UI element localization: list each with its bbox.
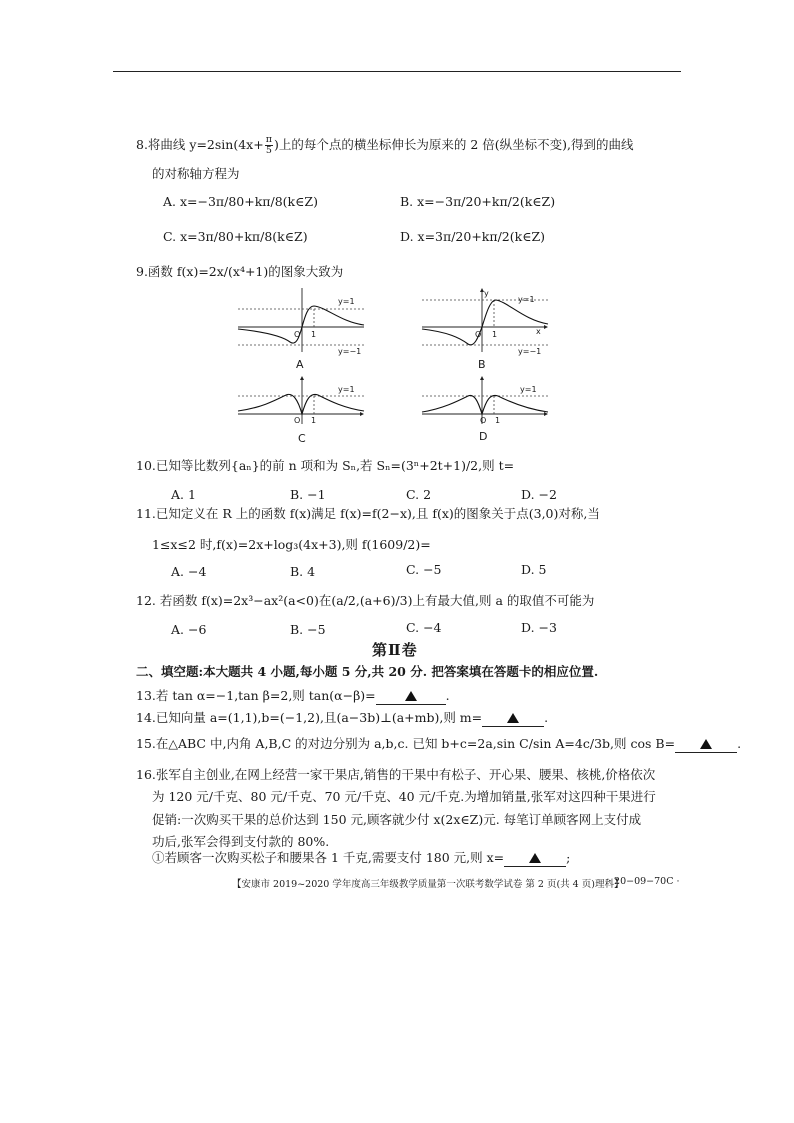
graph-b-y1-label: y=1 [518,295,535,304]
footer-right: · 20−09−70C · [608,876,680,887]
graph-a-ym1-label: y=−1 [338,347,362,356]
q14 [136,710,548,727]
q8-option-b: B. x=−3π/20+kπ/2(k∈Z) [400,194,556,209]
q12-option-d: D. −3 [521,620,557,635]
q14-answer-blank[interactable] [482,710,544,727]
q13-answer-blank[interactable] [376,688,446,705]
graph-c-label: C [298,432,306,445]
graph-b-ym1-label: y=−1 [518,347,542,356]
q9-stem: 9.函数 f(x)=2x/(x⁴+1)的图象大致为 [136,264,344,279]
q12-option-b: B. −5 [290,622,326,637]
q12-option-c: C. −4 [406,620,442,635]
q10-option-b: B. −1 [290,487,326,502]
q15-end: . [737,736,742,751]
graph-b-y-axis-label: y [484,289,489,298]
q16-sub1-answer-blank[interactable] [504,850,566,867]
q16-line1: 16.张军自主创业,在网上经营一家干果店,销售的干果中有松子、开心果、腰果、核桃,价格依次 [136,767,656,782]
graph-a-origin: O [294,330,301,339]
q16-line3: 促销:一次购买干果的总价达到 150 元,顾客就少付 x(2x∈Z)元. 每笔订单顾客网上支付成 [152,812,642,827]
graph-c [236,376,366,426]
graph-b-one: 1 [492,330,498,339]
q14-stem: 14.已知向量 a=(1,1),b=(−1,2),且(a−3b)⊥(a+mb),则 m= [136,710,483,725]
triangle-marker-icon [529,853,541,863]
q11-option-b: B. 4 [290,564,316,579]
q10-option-c: C. 2 [406,487,432,502]
q16-sub1-stem: ①若顾客一次购买松子和腰果各 1 千克,需要支付 180 元,则 x= [152,850,505,865]
triangle-marker-icon [700,739,712,749]
q14-end: . [544,710,549,725]
footer-left: 【安康市 2019~2020 学年度高三年级教学质量第一次联考数学试卷 第 2 页(共 4 页)理科】 [232,879,624,890]
section-2-title: 第Ⅱ卷 [372,641,418,659]
q8-option-a: A. x=−3π/80+kπ/8(k∈Z) [163,194,318,209]
q8-stem-line1: 8.将曲线 y=2sin(4x+ $\frac{\pi}{5}$ )上的每个点的横坐标伸长为原来的 2 倍(纵坐标不变),得到的曲线 [136,134,634,156]
q10-stem: 10.已知等比数列{aₙ}的前 n 项和为 Sₙ,若 Sₙ=(3ⁿ+2t+1)/2,则 t= [136,458,515,473]
q8-stem-line2: 的对称轴方程为 [152,166,240,181]
q11-option-d: D. 5 [521,562,547,577]
q15-stem-a: 15.在△ABC 中,内角 A,B,C 的对边分别为 a,b,c. 已知 b+c=2a, [136,736,497,751]
graph-b-x-axis-label: x [536,327,541,336]
graph-c-y1-label: y=1 [338,385,355,394]
graph-d-y1-label: y=1 [520,385,537,394]
triangle-marker-icon [405,691,417,701]
q12-option-a: A. −6 [171,622,207,637]
q15-stem-b: sin C/sin A=4c/3b [496,736,611,751]
q16-line2: 为 120 元/千克、80 元/千克、70 元/千克、40 元/千克.为增加销量,张军对这四种干果进行 [152,789,656,804]
q15-answer-blank[interactable] [675,736,737,753]
pi-over-5-fraction: $\frac{\pi}{5}$ [265,134,272,156]
q10-option-a: A. 1 [171,487,196,502]
q11-option-a: A. −4 [171,564,207,579]
q10-option-d: D. −2 [521,487,557,502]
graph-d-label: D [479,430,488,443]
graph-d-origin: O [480,416,487,425]
graph-b-origin: O [475,330,482,339]
q8-option-c: C. x=3π/80+kπ/8(k∈Z) [163,229,308,244]
q15-stem-c: ,则 cos B= [610,736,676,751]
q8-option-d: D. x=3π/20+kπ/2(k∈Z) [400,229,546,244]
q15 [136,736,741,753]
q16-sub1-end: ; [566,850,571,865]
graph-a-label: A [296,358,304,371]
graph-c-origin: O [294,416,301,425]
graph-b-label: B [478,358,486,371]
triangle-marker-icon [507,713,519,723]
q13 [136,688,450,705]
q13-end: . [445,688,450,703]
graph-d-one: 1 [495,416,501,425]
q11-line2: 1≤x≤2 时,f(x)=2x+log₃(4x+3),则 f(1609/2)= [152,537,431,552]
q13-stem: 13.若 tan α=−1,tan β=2,则 tan(α−β)= [136,688,376,703]
header-rule [113,71,681,72]
graph-c-one: 1 [311,416,317,425]
q16-sub1 [152,850,570,867]
q11-line1: 11.已知定义在 R 上的函数 f(x)满足 f(x)=f(2−x),且 f(x)的图象关于点(3,0)对称,当 [136,506,600,521]
q16-line4: 功后,张军会得到支付款的 80%. [152,834,330,849]
q12-stem: 12. 若函数 f(x)=2x³−ax²(a<0)在(a/2,(a+6)/3)上有最大值,则 a 的取值不可能为 [136,593,595,608]
section-2-instructions: 二、填空题:本大题共 4 小题,每小题 5 分,共 20 分. 把答案填在答题卡的相应位置. [136,664,599,679]
graph-a-y1-label: y=1 [338,297,355,306]
graph-a-one: 1 [311,330,317,339]
q11-option-c: C. −5 [406,562,442,577]
